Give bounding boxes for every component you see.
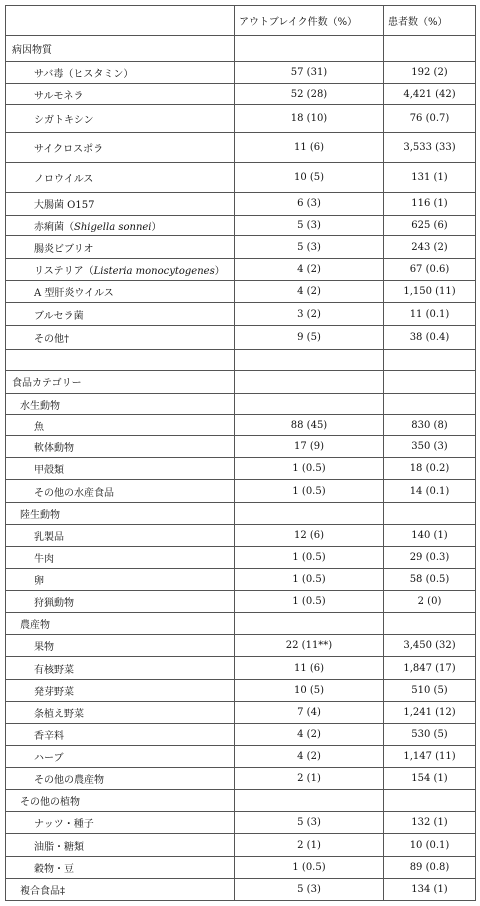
table-row <box>6 458 476 480</box>
patients-cell: 140 (1) <box>384 524 476 546</box>
table-row <box>6 36 476 62</box>
header-row <box>6 6 476 36</box>
row-label: シガトキシン <box>34 114 94 126</box>
row-label-cell <box>6 84 235 105</box>
table-row <box>6 436 476 458</box>
patients-cell: 192 (2) <box>384 62 476 84</box>
table-row <box>6 878 476 900</box>
outbreaks-cell: 10 (5) <box>235 162 384 192</box>
row-label: サイクロスポラ <box>34 143 104 155</box>
table-row <box>6 856 476 878</box>
patients-cell: 132 (1) <box>384 812 476 834</box>
patients-cell: 350 (3) <box>384 436 476 458</box>
patients-cell <box>384 36 476 62</box>
outbreaks-cell <box>235 370 384 393</box>
table-row <box>6 502 476 524</box>
row-label: 卵 <box>34 576 44 587</box>
outbreaks-cell: 5 (3) <box>235 236 384 259</box>
patients-cell: 67 (0.6) <box>384 259 476 281</box>
row-label: 狩猟動物 <box>34 598 74 610</box>
outbreaks-cell: 10 (5) <box>235 679 384 701</box>
row-label-end: ） <box>214 266 225 278</box>
row-label-cell <box>6 834 235 856</box>
patients-cell: 1,241 (12) <box>384 701 476 723</box>
outbreaks-cell: 88 (45) <box>235 415 384 436</box>
row-label: 発芽野菜 <box>34 686 74 698</box>
outbreaks-cell: 1 (0.5) <box>235 546 384 568</box>
row-label-cell <box>6 458 235 480</box>
patients-cell: 18 (0.2) <box>384 458 476 480</box>
row-label: その他の農産物 <box>34 775 104 787</box>
patients-cell: 14 (0.1) <box>384 480 476 502</box>
row-label-cell <box>6 812 235 834</box>
outbreaks-cell: 52 (28) <box>235 84 384 105</box>
header-cell-category <box>6 6 235 36</box>
patients-cell <box>384 613 476 635</box>
outbreak-table <box>5 5 476 901</box>
outbreaks-cell <box>235 349 384 370</box>
row-label-cell <box>6 613 235 635</box>
outbreaks-cell: 4 (2) <box>235 723 384 745</box>
row-label: その他の水産食品 <box>34 487 114 499</box>
row-label-cell <box>6 436 235 458</box>
outbreaks-cell: 4 (2) <box>235 281 384 303</box>
outbreaks-cell: 1 (0.5) <box>235 568 384 590</box>
row-label-cell <box>6 856 235 878</box>
patients-cell <box>384 349 476 370</box>
patients-cell <box>384 502 476 524</box>
table-row <box>6 325 476 349</box>
outbreaks-cell: 7 (4) <box>235 701 384 723</box>
patients-cell: 2 (0) <box>384 591 476 613</box>
outbreaks-cell: 4 (2) <box>235 259 384 281</box>
table-row <box>6 480 476 502</box>
patients-cell: 89 (0.8) <box>384 856 476 878</box>
patients-cell: 38 (0.4) <box>384 325 476 349</box>
outbreaks-cell: 1 (0.5) <box>235 856 384 878</box>
row-label: ブルセラ菌 <box>34 310 84 322</box>
row-label: サルモネラ <box>34 90 84 102</box>
table-row <box>6 105 476 132</box>
row-label: 乳製品 <box>34 531 64 543</box>
row-label-cell <box>6 132 235 162</box>
table-row <box>6 790 476 812</box>
table-row <box>6 546 476 568</box>
table-row <box>6 415 476 436</box>
patients-cell: 830 (8) <box>384 415 476 436</box>
table-row <box>6 349 476 370</box>
outbreaks-cell <box>235 393 384 414</box>
patients-cell: 625 (6) <box>384 216 476 236</box>
row-label: ハーブ <box>34 753 64 764</box>
outbreaks-cell: 3 (2) <box>235 303 384 325</box>
table-row <box>6 834 476 856</box>
outbreaks-cell <box>235 502 384 524</box>
row-label-cell <box>6 524 235 546</box>
outbreaks-cell: 11 (6) <box>235 132 384 162</box>
outbreaks-cell: 22 (11**) <box>235 635 384 657</box>
row-label-end: ） <box>151 222 162 234</box>
row-label: リステリア（ <box>34 266 94 278</box>
table-row <box>6 812 476 834</box>
row-label-cell <box>6 502 235 524</box>
patients-cell: 10 (0.1) <box>384 834 476 856</box>
table-row <box>6 281 476 303</box>
outbreaks-cell: 2 (1) <box>235 834 384 856</box>
table-row <box>6 568 476 590</box>
outbreaks-cell <box>235 613 384 635</box>
row-label: 食品カテゴリー <box>12 378 82 390</box>
row-label-cell <box>6 349 235 370</box>
row-label-cell <box>6 370 235 393</box>
row-label-cell <box>6 790 235 812</box>
row-label: 有核野菜 <box>34 664 74 676</box>
outbreaks-cell: 1 (0.5) <box>235 458 384 480</box>
table-row <box>6 236 476 259</box>
row-label-cell <box>6 745 235 767</box>
patients-cell <box>384 790 476 812</box>
row-label-cell <box>6 325 235 349</box>
row-label: その他の植物 <box>20 797 80 809</box>
table-row <box>6 657 476 679</box>
row-label-cell <box>6 546 235 568</box>
table-row <box>6 62 476 84</box>
outbreaks-cell <box>235 36 384 62</box>
row-label-cell <box>6 259 235 281</box>
row-label: 腸炎ビブリオ <box>34 243 94 255</box>
outbreaks-cell: 5 (3) <box>235 216 384 236</box>
row-label: 魚 <box>34 421 44 433</box>
patients-cell: 58 (0.5) <box>384 568 476 590</box>
row-label-cell <box>6 216 235 236</box>
patients-cell: 530 (5) <box>384 723 476 745</box>
row-label-cell <box>6 723 235 745</box>
row-label: 陸生動物 <box>20 509 60 521</box>
table-row <box>6 303 476 325</box>
patients-cell: 134 (1) <box>384 878 476 900</box>
table-row <box>6 370 476 393</box>
row-label-latin: Shigella sonnei <box>74 222 152 234</box>
row-label-cell <box>6 415 235 436</box>
patients-cell <box>384 393 476 414</box>
patients-cell: 3,533 (33) <box>384 132 476 162</box>
row-label: 牛肉 <box>34 553 54 565</box>
row-label: 大腸菌 O157 <box>34 200 95 212</box>
row-label-cell <box>6 878 235 900</box>
table-row <box>6 723 476 745</box>
header-cell-patients: 患者数（%） <box>384 6 476 36</box>
patients-cell: 1,150 (11) <box>384 281 476 303</box>
patients-cell: 4,421 (42) <box>384 84 476 105</box>
table-row <box>6 192 476 215</box>
patients-cell: 154 (1) <box>384 768 476 790</box>
table-row <box>6 745 476 767</box>
outbreaks-cell: 1 (0.5) <box>235 591 384 613</box>
row-label-cell <box>6 635 235 657</box>
table-row <box>6 591 476 613</box>
row-label: ナッツ・種子 <box>34 819 94 831</box>
table-row <box>6 393 476 414</box>
row-label: 軟体動物 <box>34 443 74 455</box>
table-row <box>6 132 476 162</box>
outbreaks-cell: 1 (0.5) <box>235 480 384 502</box>
row-label-cell <box>6 480 235 502</box>
row-label-cell <box>6 393 235 414</box>
row-label-cell <box>6 591 235 613</box>
row-label-cell <box>6 162 235 192</box>
row-label: 甲殻類 <box>34 465 64 477</box>
outbreaks-cell: 6 (3) <box>235 192 384 215</box>
patients-cell: 131 (1) <box>384 162 476 192</box>
outbreaks-cell: 57 (31) <box>235 62 384 84</box>
row-label: 病因物質 <box>12 45 52 57</box>
table-body <box>6 36 476 901</box>
row-label: 条植え野菜 <box>34 708 84 720</box>
patients-cell: 29 (0.3) <box>384 546 476 568</box>
patients-cell: 3,450 (32) <box>384 635 476 657</box>
patients-cell: 510 (5) <box>384 679 476 701</box>
patients-cell <box>384 370 476 393</box>
table-row <box>6 701 476 723</box>
row-label-cell <box>6 62 235 84</box>
row-label: 果物 <box>34 642 54 654</box>
row-label: 穀物・豆 <box>34 863 74 875</box>
row-label-cell <box>6 236 235 259</box>
outbreaks-cell: 12 (6) <box>235 524 384 546</box>
outbreaks-cell: 4 (2) <box>235 745 384 767</box>
row-label: A 型肝炎ウイルス <box>34 288 114 300</box>
row-label-cell <box>6 768 235 790</box>
outbreaks-cell: 5 (3) <box>235 812 384 834</box>
row-label-cell <box>6 281 235 303</box>
outbreaks-cell: 2 (1) <box>235 768 384 790</box>
row-label: 赤痢菌（ <box>34 222 74 234</box>
row-label: その他† <box>34 333 69 345</box>
row-label: 農産物 <box>20 620 50 632</box>
outbreaks-cell: 9 (5) <box>235 325 384 349</box>
table-row <box>6 84 476 105</box>
patients-cell: 76 (0.7) <box>384 105 476 132</box>
row-label-latin: Listeria monocytogenes <box>93 266 215 278</box>
table-row <box>6 259 476 281</box>
table-row <box>6 679 476 701</box>
patients-cell: 243 (2) <box>384 236 476 259</box>
row-label: ノロウイルス <box>34 173 94 185</box>
outbreaks-cell: 11 (6) <box>235 657 384 679</box>
patients-cell: 1,847 (17) <box>384 657 476 679</box>
header-cell-outbreaks: アウトブレイク件数（%） <box>235 6 384 36</box>
row-label-cell <box>6 303 235 325</box>
table-row <box>6 613 476 635</box>
row-label-cell <box>6 657 235 679</box>
row-label-cell <box>6 701 235 723</box>
patients-cell: 1,147 (11) <box>384 745 476 767</box>
row-label: 水生動物 <box>20 400 60 412</box>
row-label: 複合食品‡ <box>20 885 65 897</box>
row-label-cell <box>6 36 235 62</box>
table-row <box>6 768 476 790</box>
outbreaks-cell <box>235 790 384 812</box>
row-label: 油脂・糖類 <box>34 841 84 853</box>
table-row <box>6 216 476 236</box>
outbreaks-cell: 17 (9) <box>235 436 384 458</box>
table-row <box>6 635 476 657</box>
table-row <box>6 524 476 546</box>
patients-cell: 11 (0.1) <box>384 303 476 325</box>
table-row <box>6 162 476 192</box>
outbreaks-cell: 18 (10) <box>235 105 384 132</box>
row-label-cell <box>6 568 235 590</box>
row-label-cell <box>6 105 235 132</box>
row-label: 香辛料 <box>34 730 64 742</box>
patients-cell: 116 (1) <box>384 192 476 215</box>
row-label-cell <box>6 679 235 701</box>
row-label: サバ毒（ヒスタミン） <box>34 69 134 81</box>
row-label-cell <box>6 192 235 215</box>
outbreaks-cell: 5 (3) <box>235 878 384 900</box>
